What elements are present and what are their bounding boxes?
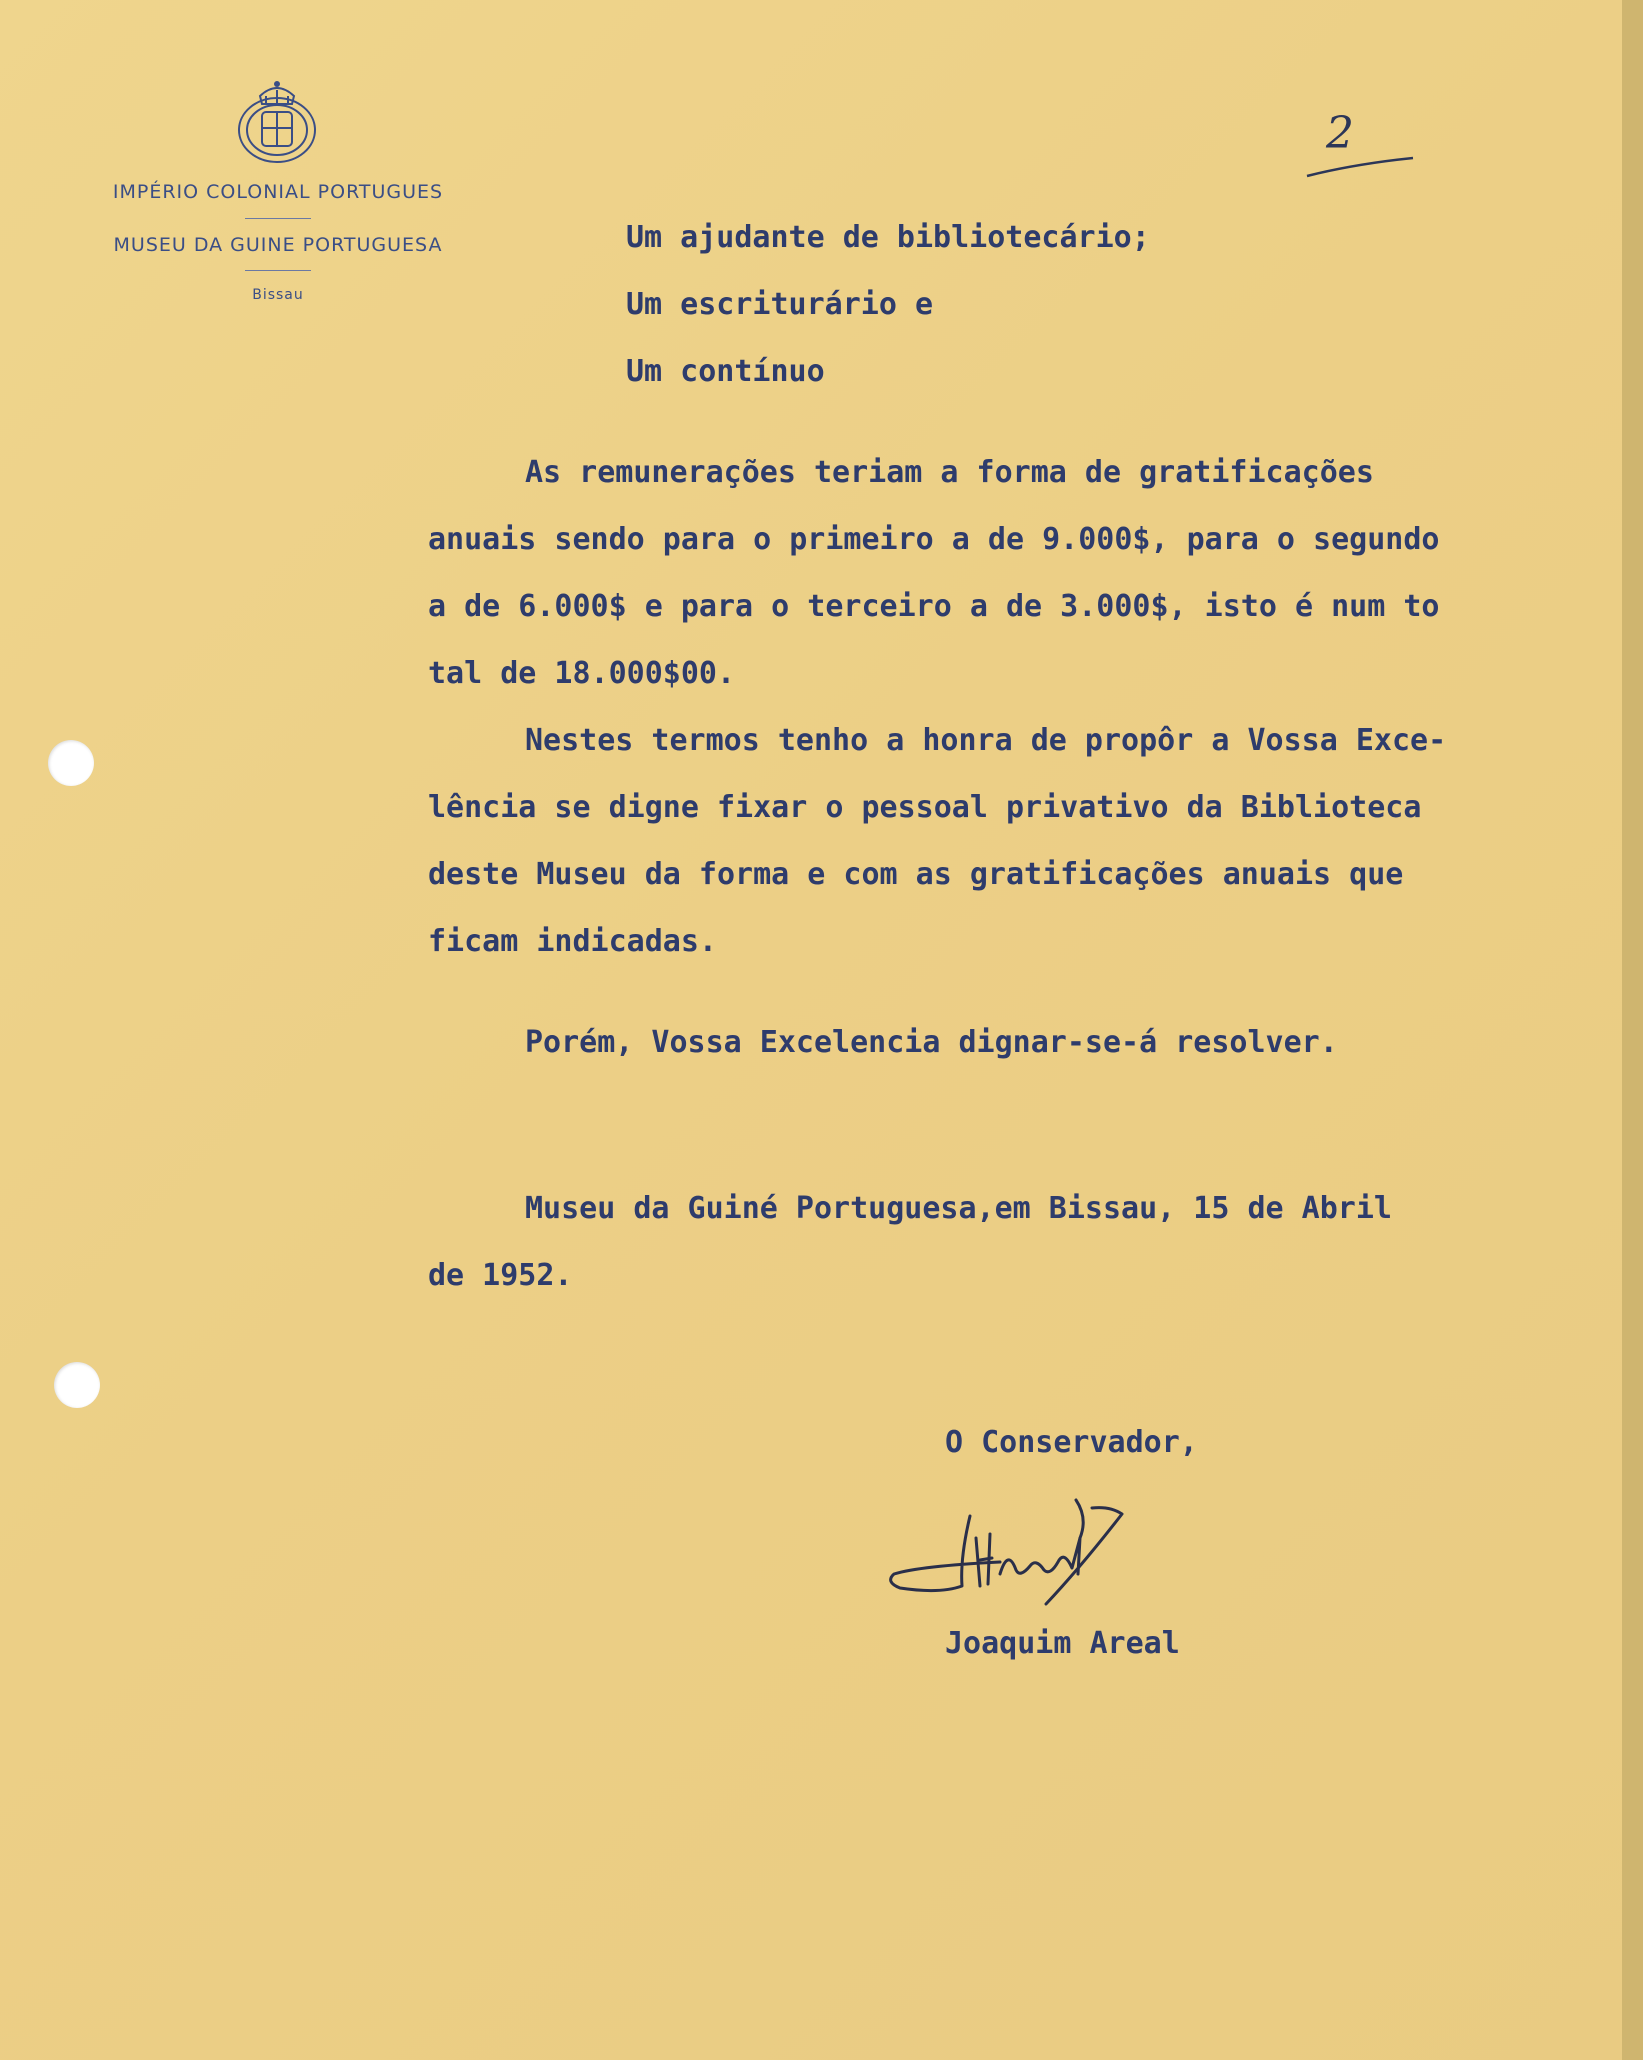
signatory-name: Joaquim Areal <box>945 1626 1180 1661</box>
letterhead-rule <box>245 270 311 271</box>
page-number: 2 <box>1326 108 1354 159</box>
paragraph-line: anuais sendo para o primeiro a de 9.000$, para o segundo <box>428 522 1440 557</box>
dateline: Museu da Guiné Portuguesa,em Bissau, 15 de Abril <box>525 1191 1392 1226</box>
paragraph-line: tal de 18.000$00. <box>428 656 736 691</box>
paragraph-line: a de 6.000$ e para o terceiro a de 3.000$, isto é num to <box>428 589 1440 624</box>
letterhead-museum: MUSEU DA GUINE PORTUGUESA <box>113 234 443 256</box>
letterhead-rule <box>245 218 311 219</box>
paragraph-line: deste Museu da forma e com as gratificações anuais que <box>428 857 1404 892</box>
coat-of-arms-icon <box>222 72 332 172</box>
signatory-title: O Conservador, <box>945 1425 1198 1460</box>
paragraph-line: Porém, Vossa Excelencia dignar-se-á resolver. <box>525 1025 1338 1060</box>
paragraph-line: ficam indicadas. <box>428 924 717 959</box>
page-number-underline <box>1305 150 1415 180</box>
binder-hole <box>54 1362 100 1408</box>
paper-edge <box>1622 0 1643 2060</box>
letterhead-empire: IMPÉRIO COLONIAL PORTUGUES <box>112 181 444 203</box>
letterhead-city: Bissau <box>252 287 304 303</box>
staff-item: Um ajudante de bibliotecário; <box>626 220 1150 255</box>
paragraph-line: As remunerações teriam a forma de gratificações <box>525 455 1374 490</box>
binder-hole <box>48 740 94 786</box>
paragraph-line: lência se digne fixar o pessoal privativo da Biblioteca <box>428 790 1422 825</box>
signature-icon <box>880 1478 1170 1618</box>
staff-item: Um escriturário e <box>626 287 934 322</box>
paragraph-line: Nestes termos tenho a honra de propôr a Vossa Exce- <box>525 723 1447 758</box>
dateline: de 1952. <box>428 1258 573 1293</box>
staff-item: Um contínuo <box>626 354 825 389</box>
